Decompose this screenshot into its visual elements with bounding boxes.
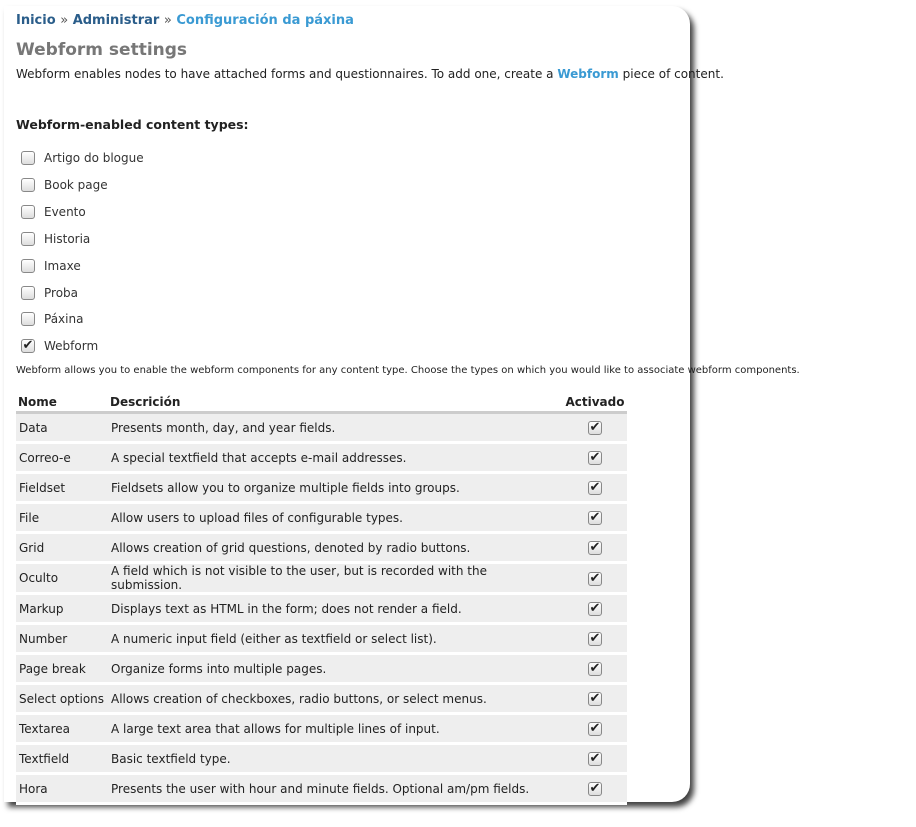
enabled-checkbox[interactable]: ✔	[589, 631, 601, 646]
enabled-checkbox[interactable]: ✔	[589, 751, 601, 766]
enabled-checkbox[interactable]: ✔	[589, 781, 601, 796]
content-type-checkbox[interactable]	[21, 312, 83, 326]
checkbox-label: Evento	[44, 204, 86, 219]
intro-after: piece of content.	[618, 67, 724, 81]
table-row	[16, 624, 627, 654]
component-description: Fieldsets allow you to organize multiple fields into groups.	[108, 473, 563, 503]
component-name: Markup	[16, 594, 108, 624]
breadcrumb-home[interactable]: Inicio	[16, 13, 56, 28]
intro-before: Webform enables nodes to have attached forms and questionnaires. To add one, create a	[16, 67, 558, 81]
checkbox-label: Webform	[44, 339, 99, 354]
enabled-cell	[563, 413, 627, 443]
checkbox[interactable]	[21, 259, 35, 273]
header-description: Descrición	[108, 391, 563, 413]
enabled-checkbox[interactable]: ✔	[589, 570, 601, 586]
component-name: Page break	[16, 654, 108, 684]
table-row	[16, 413, 627, 443]
component-description: Presents month, day, and year fields.	[108, 413, 563, 443]
checkbox[interactable]	[21, 286, 35, 300]
table-row	[16, 654, 627, 684]
header-name: Nome	[16, 391, 108, 413]
component-name: Select options	[16, 684, 108, 714]
component-name: Correo-e	[16, 443, 108, 473]
enabled-cell	[563, 744, 627, 774]
content-types-label: Webform-enabled content types:	[16, 117, 249, 132]
component-description: Allow users to upload files of configurable types.	[108, 503, 563, 533]
enabled-cell	[563, 443, 627, 473]
checkbox-label: Book page	[44, 177, 108, 192]
component-description: A field which is not visible to the user, but is recorded with the submission.	[108, 563, 563, 594]
enabled-checkbox[interactable]: ✔	[589, 691, 601, 706]
component-name: Oculto	[16, 563, 108, 594]
enabled-cell	[563, 563, 627, 594]
checkbox[interactable]	[21, 312, 35, 326]
enabled-checkbox[interactable]: ✔	[589, 661, 601, 676]
checkbox[interactable]: ✔	[22, 338, 34, 354]
component-description: Organize forms into multiple pages.	[108, 654, 563, 684]
component-description: Allows creation of checkboxes, radio buttons, or select menus.	[108, 684, 563, 714]
component-name: Textarea	[16, 714, 108, 744]
page-card	[4, 6, 800, 802]
table-row	[16, 684, 627, 714]
checkbox[interactable]	[21, 232, 35, 246]
component-description: Allows creation of grid questions, denoted by radio buttons.	[108, 533, 563, 563]
checkbox[interactable]	[21, 151, 35, 165]
enabled-cell	[563, 533, 627, 563]
component-name: File	[16, 503, 108, 533]
enabled-cell	[563, 624, 627, 654]
breadcrumb-current[interactable]: Configuración da páxina	[176, 13, 354, 28]
table-row	[16, 533, 627, 563]
table-row	[16, 594, 627, 624]
components-description: Webform allows you to enable the webform components for any content type. Choose the types on which you would like to associate webform components.	[16, 365, 800, 376]
enabled-cell	[563, 684, 627, 714]
enabled-cell	[563, 473, 627, 503]
enabled-checkbox[interactable]: ✔	[589, 510, 601, 525]
content-type-checkbox[interactable]	[21, 259, 81, 273]
breadcrumb	[16, 13, 354, 28]
checkbox-label: Proba	[44, 285, 79, 300]
component-name: Data	[16, 413, 108, 443]
component-description: A numeric input field (either as textfield or select list).	[108, 624, 563, 654]
page-title: Webform settings	[16, 40, 188, 60]
checkbox[interactable]	[21, 205, 35, 219]
content-type-checkbox[interactable]	[21, 232, 90, 246]
component-name: Number	[16, 624, 108, 654]
component-description: Presents the user with hour and minute fields. Optional am/pm fields.	[108, 774, 563, 804]
table-row	[16, 744, 627, 774]
enabled-checkbox[interactable]: ✔	[589, 601, 601, 616]
webform-link[interactable]: Webform	[557, 67, 619, 81]
components-table	[16, 391, 627, 805]
component-description: Displays text as HTML in the form; does not render a field.	[108, 594, 563, 624]
enabled-checkbox[interactable]: ✔	[589, 420, 601, 435]
enabled-cell	[563, 654, 627, 684]
enabled-checkbox[interactable]: ✔	[589, 540, 601, 555]
enabled-checkbox[interactable]: ✔	[589, 480, 601, 495]
component-name: Textfield	[16, 744, 108, 774]
enabled-cell	[563, 594, 627, 624]
breadcrumb-separator: »	[163, 13, 172, 28]
breadcrumb-admin[interactable]: Administrar	[72, 13, 160, 28]
component-description: A large text area that allows for multiple lines of input.	[108, 714, 563, 744]
content-type-checkbox[interactable]	[21, 205, 86, 219]
table-row	[16, 563, 627, 594]
table-row	[16, 503, 627, 533]
content-type-checkbox[interactable]	[21, 151, 144, 165]
table-row	[16, 473, 627, 503]
intro-text	[16, 67, 724, 81]
checkbox-label: Historia	[44, 231, 91, 246]
enabled-cell	[563, 714, 627, 744]
checkbox-label: Artigo do blogue	[44, 151, 144, 165]
table-row	[16, 774, 627, 804]
enabled-cell	[563, 774, 627, 804]
enabled-checkbox[interactable]: ✔	[589, 450, 601, 465]
header-enabled: Activado	[563, 391, 627, 413]
enabled-cell	[563, 503, 627, 533]
content-type-checkbox[interactable]	[21, 339, 98, 353]
content-type-checkbox[interactable]	[21, 286, 78, 300]
table-row	[16, 443, 627, 473]
checkbox[interactable]	[21, 178, 35, 192]
component-name: Grid	[16, 533, 108, 563]
checkbox-label: Imaxe	[44, 258, 81, 273]
table-row	[16, 714, 627, 744]
component-name: Hora	[16, 774, 108, 804]
content-type-checkbox[interactable]	[21, 178, 108, 192]
checkbox-label: Páxina	[44, 312, 84, 327]
breadcrumb-separator: »	[60, 13, 69, 28]
enabled-checkbox[interactable]: ✔	[589, 721, 601, 736]
component-name: Fieldset	[16, 473, 108, 503]
component-description: A special textfield that accepts e-mail addresses.	[108, 443, 563, 473]
component-description: Basic textfield type.	[108, 744, 563, 774]
